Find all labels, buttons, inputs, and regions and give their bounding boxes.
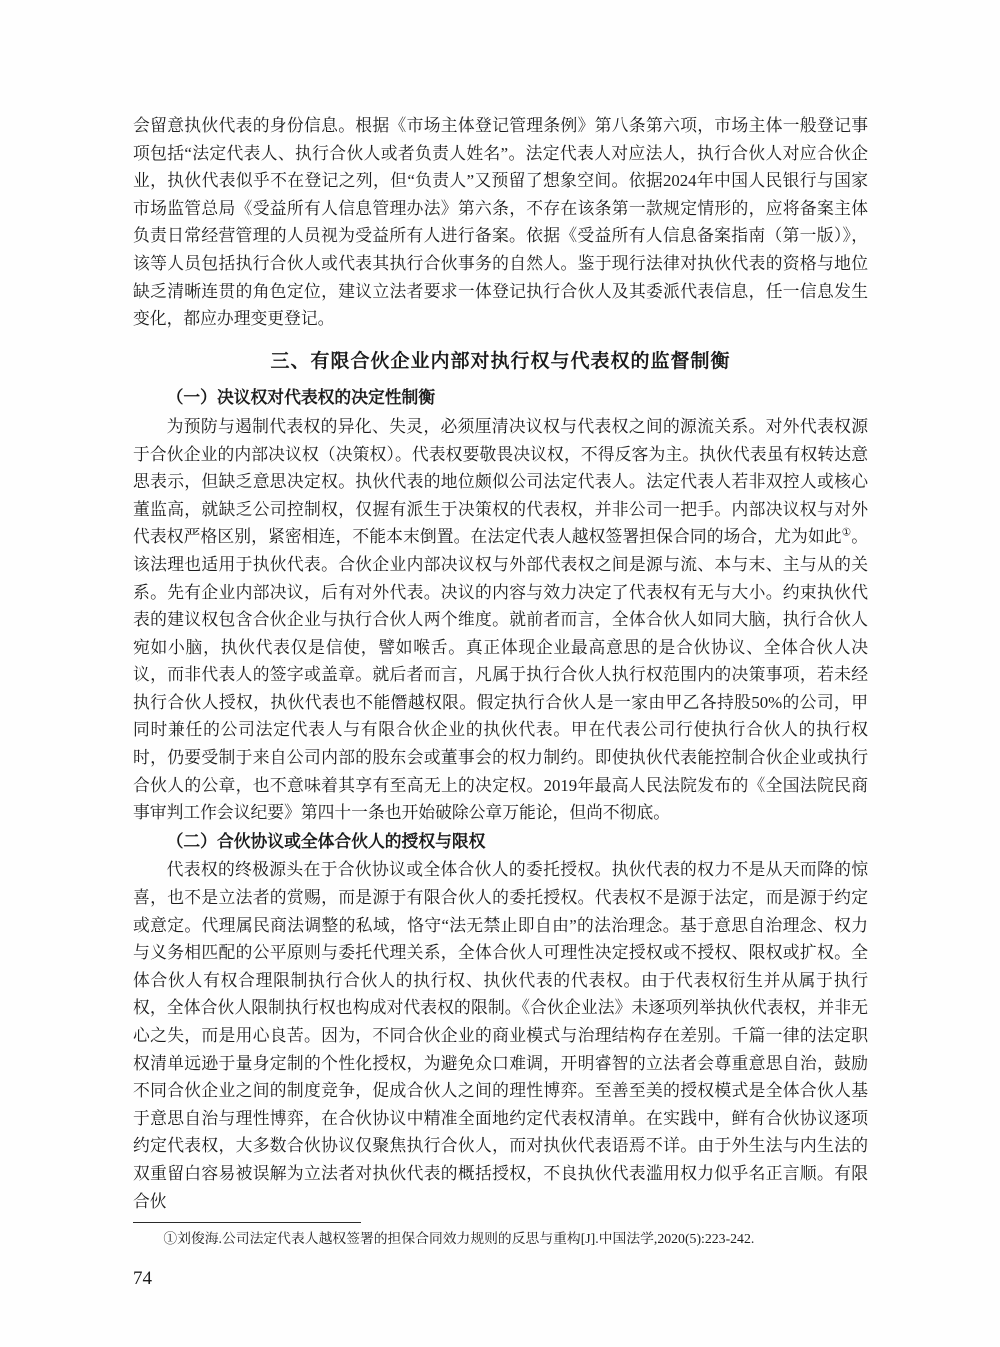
paragraph-3: 代表权的终极源头在于合伙协议或全体合伙人的委托授权。执伙代表的权力不是从天而降的惊喜，也不是立法者的赏赐，而是源于有限合伙人的委托授权。代表权不是源于法定，而是源于约定或意定。代理属民商法调整的私域，恪守“法无禁止即自由”的法治理念。基于意思自治理念、权力与义务相匹配的公平原则与委托代理关系，全体合伙人可理性决定授权或不授权、限权或扩权。全体合伙人有权合理限制执行合伙人的执行权、执伙代表的代表权。由于代表权衍生并从属于执行权，全体合伙人限制执行权也构成对代表权的限制。《合伙企业法》未逐项列举执伙代表权，并非无心之失，而是用心良苦。因为，不同合伙企业的商业模式与治理结构存在差别。千篇一律的法定职权清单远逊于量身定制的个性化授权，为避免众口难调，开明睿智的立法者会尊重意思自治，鼓励不同合伙企业之间的制度竞争，促成合伙人之间的理性博弈。至善至美的授权模式是全体合伙人基于意思自治与理性博弈，在合伙协议中精准全面地约定代表权清单。在实践中，鲜有合伙协议逐项约定代表权，大多数合伙协议仅聚焦执行合伙人，而对执伙代表语焉不详。由于外生法与内生法的双重留白容易被误解为立法者对执伙代表的概括授权，不良执伙代表滥用权力似乎名正言顺。有限合伙 [133, 860, 868, 1211]
footnote-text: ①刘俊海.公司法定代表人越权签署的担保合同效力规则的反思与重构[J].中国法学,2020(5):223-242. [163, 1231, 755, 1247]
paragraph-2-text-before-footnote: 为预防与遏制代表权的异化、失灵，必须厘清决议权与代表权之间的源流关系。对外代表权源于合伙企业的内部决议权（决策权）。代表权要敬畏决议权，不得反客为主。执伙代表虽有权转达意思表示，但缺乏意思决定权。执伙代表的地位颇似公司法定代表人。法定代表人若非双控人或核心董监高，就缺乏公司控制权，仅握有派生于决策权的代表权，并非公司一把手。内部决议权与对外代表权严格区别，紧密相连，不能本末倒置。在法定代表人越权签署担保合同的场合，尤为如此 [133, 416, 868, 547]
paragraph-continuation: 会留意执伙代表的身份信息。根据《市场主体登记管理条例》第八条第六项，市场主体一般登记事项包括“法定代表人、执行合伙人或者负责人姓名”。法定代表人对应法人，执行合伙人对应合伙企业，执伙代表似乎不在登记之列，但“负责人”又预留了想象空间。依据2024年中国人民银行与国家市场监管总局《受益所有人信息管理办法》第六条，不存在该条第一款规定情形的，应将备案主体负责日常经营管理的人员视为受益所有人进行备案。依据《受益所有人信息备案指南（第一版）》，该等人员包括执行合伙人或代表其执行合伙事务的自然人。鉴于现行法律对执伙代表的资格与地位缺乏清晰连贯的角色定位，建议立法者要求一体登记执行合伙人及其委派代表信息，任一信息发生变化，都应办理变更登记。 [133, 116, 868, 329]
section-heading: 三、有限合伙企业内部对执行权与代表权的监督制衡 [270, 350, 731, 372]
paragraph-2-text-after-footnote: 。该法理也适用于执伙代表。合伙企业内部决议权与外部代表权之间是源与流、本与末、主与从的关系。先有企业内部决议，后有对外代表。决议的内容与效力决定了代表权有无与大小。约束执伙代表的建议权包含合伙企业与执行合伙人两个维度。就前者而言，全体合伙人如同大脑，执行合伙人宛如小脑，执伙代表仅是信使，譬如喉舌。真正体现企业最高意思的是合伙协议、全体合伙人决议，而非代表人的签字或盖章。就后者而言，凡属于执行合伙人执行权范围内的决策事项，若未经执行合伙人授权，执伙代表也不能僭越权限。假定执行合伙人是一家由甲乙各持股50%的公司，甲同时兼任的公司法定代表人与有限合伙企业的执伙代表。甲在代表公司行使执行合伙人的执行权时，仍要受制于来自公司内部的股东会或董事会的权力制约。即使执伙代表能控制合伙企业或执行合伙人的公章，也不意味着其享有至高无上的决定权。2019年最高人民法院发布的《全国法院民商事审判工作会议纪要》第四十一条也开始破除公章万能论，但尚不彻底。 [133, 527, 868, 823]
footnote-divider-line [133, 1222, 361, 1223]
paragraph-2 [133, 413, 868, 827]
page-number: 74 [133, 1268, 152, 1290]
text-block [133, 112, 868, 1293]
subsection-2-heading: （二）合伙协议或全体合伙人的授权与限权 [166, 831, 486, 851]
subsection-1-heading: （一）决议权对代表权的决定性制衡 [166, 388, 436, 408]
footnote-block [133, 1222, 868, 1249]
footnote-marker-superscript: ① [841, 527, 852, 539]
